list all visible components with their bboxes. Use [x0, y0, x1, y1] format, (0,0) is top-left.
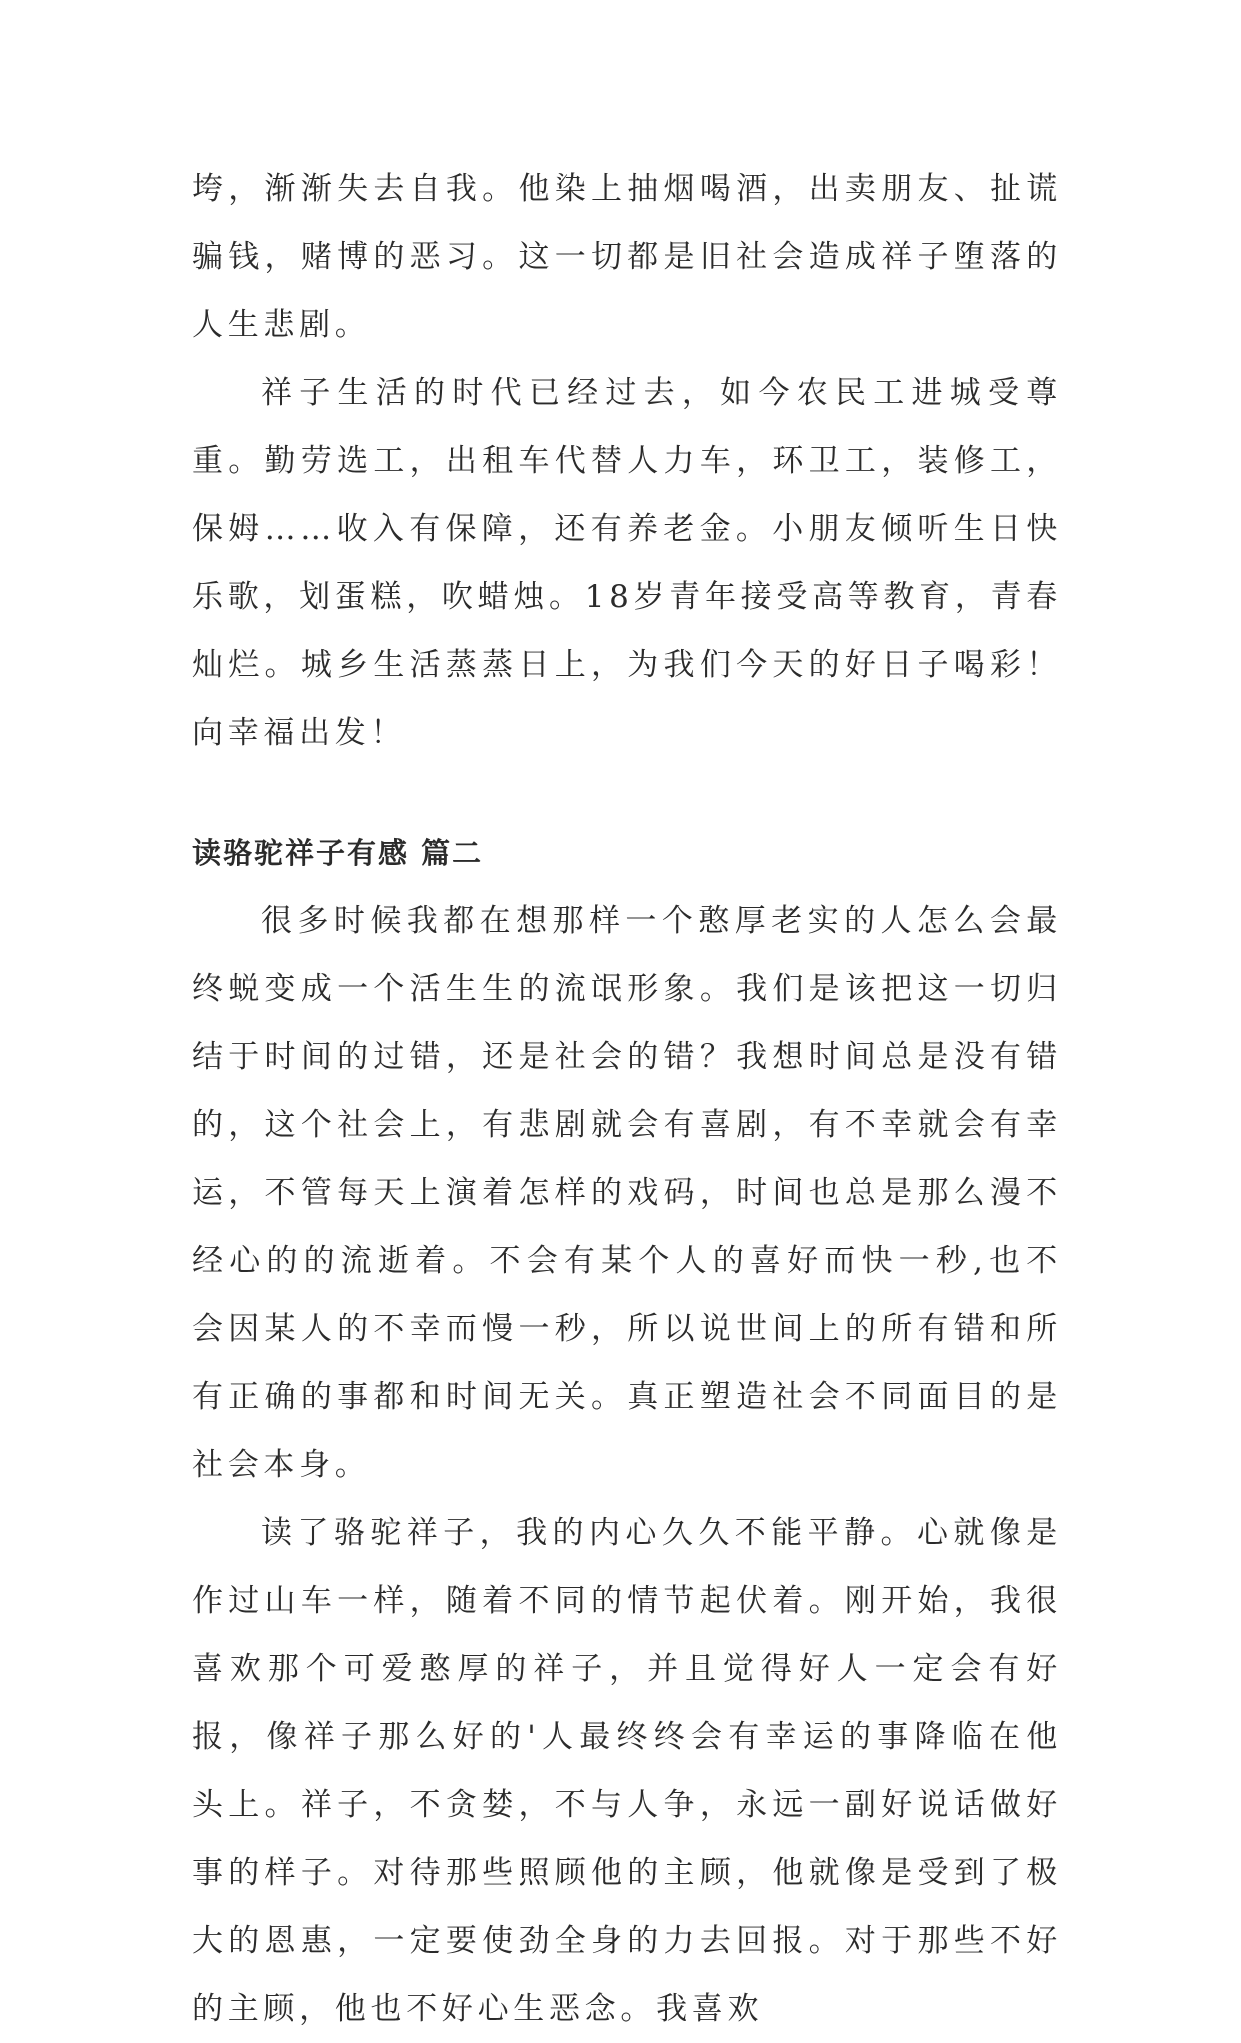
- section-heading: 读骆驼祥子有感 篇二: [192, 836, 484, 870]
- section-gap: [192, 767, 1062, 819]
- paragraph-1: 垮，渐渐失去自我。他染上抽烟喝酒，出卖朋友、扯谎骗钱，赌博的恶习。这一切都是旧社会造成祥子堕落的人生悲剧。: [192, 171, 1062, 343]
- document-body: [192, 155, 1062, 2043]
- paragraph-4: 读了骆驼祥子，我的内心久久不能平静。心就像是作过山车一样，随着不同的情节起伏着。刚开始，我很喜欢那个可爱憨厚的祥子，并且觉得好人一定会有好报，像祥子那么好的'人最终终会有幸运的事降临在他头上。祥子，不贪婪，不与人争，永远一副好说话做好事的样子。对待那些照顾他的主顾，他就像是受到了极大的恩惠，一定要使劲全身的力去回报。对于那些不好的主顾，他也不好心生恶念。我喜欢: [192, 1515, 1062, 2027]
- paragraph-2: 祥子生活的时代已经过去，如今农民工进城受尊重。勤劳选工，出租车代替人力车，环卫工，装修工，保姆……收入有保障，还有养老金。小朋友倾听生日快乐歌，划蛋糕，吹蜡烛。18岁青年接受高等教育，青春灿烂。城乡生活蒸蒸日上，为我们今天的好日子喝彩！向幸福出发！: [192, 375, 1062, 751]
- paragraph-3: 很多时候我都在想那样一个憨厚老实的人怎么会最终蜕变成一个活生生的流氓形象。我们是该把这一切归结于时间的过错，还是社会的错？我想时间总是没有错的，这个社会上，有悲剧就会有喜剧，有不幸就会有幸运，不管每天上演着怎样的戏码，时间也总是那么漫不经心的的流逝着。不会有某个人的喜好而快一秒,也不会因某人的不幸而慢一秒，所以说世间上的所有错和所有正确的事都和时间无关。真正塑造社会不同面目的是社会本身。: [192, 903, 1062, 1483]
